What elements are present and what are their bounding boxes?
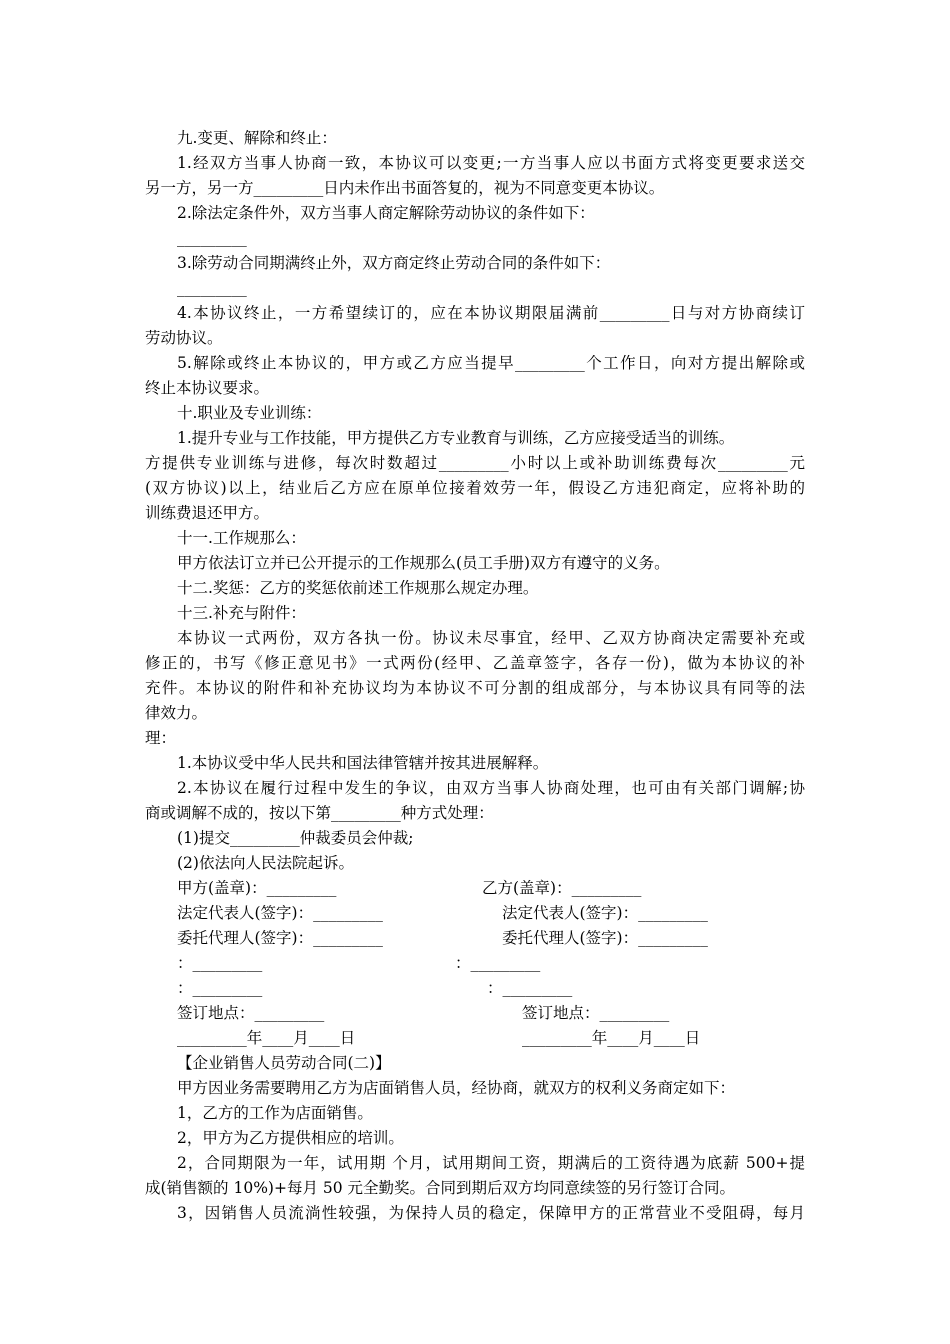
paragraph-line: 1.提升专业与工作技能，甲方提供乙方专业教育与训练，乙方应接受适当的训练。: [177, 429, 735, 447]
paragraph-line: 甲方因业务需要聘用乙方为店面销售人员，经协商，就双方的权利义务商定如下：: [177, 1079, 736, 1097]
party-a-date: _________年____月____日: [177, 1029, 356, 1047]
paragraph-line: 商或调解不成的，按以下第_________种方式处理：: [145, 804, 494, 822]
paragraph-line: 4.本协议终止，一方希望续订的，应在本协议期限届满前_________日与对方协商续订: [177, 304, 805, 322]
party-a-seal: 甲方(盖章)：_________: [177, 879, 337, 897]
paragraph-line: 2，合同期限为一年，试用期 个月，试用期间工资，期满后的工资待遇为底薪 500+提: [177, 1154, 805, 1172]
party-b-date: _________年____月____日: [522, 1029, 701, 1047]
contract-two-title: 【企业销售人员劳动合同(二)】: [177, 1054, 391, 1072]
party-b-representative: 法定代表人(签字)：_________: [502, 904, 708, 922]
paragraph-line: 终止本协议要求。: [145, 379, 270, 397]
paragraph-line: 充件。本协议的附件和补充协议均为本协议不可分割的组成部分，与本协议具有同等的法: [145, 679, 805, 697]
paragraph-line: (2)依法向人民法院起诉。: [177, 854, 354, 872]
paragraph-line: 另一方，另一方_________日内未作出书面答复的，视为不同意变更本协议。: [145, 179, 665, 197]
party-b-blank: ：_________: [487, 979, 573, 997]
paragraph-line: 方提供专业训练与进修，每次时数超过_________小时以上或补助训练费每次_________元: [145, 454, 805, 472]
section-heading-12: 十二.奖惩：乙方的奖惩依前述工作规那么规定办理。: [177, 579, 539, 597]
section-heading-11: 十一.工作规那么：: [177, 529, 306, 547]
party-a-signing-place: 签订地点：_________: [177, 1004, 325, 1022]
paragraph-line: 3，因销售人员流淌性较强，为保持人员的稳定，保障甲方的正常营业不受阻碍，每月: [177, 1204, 805, 1222]
paragraph-line: 3.除劳动合同期满终止外，双方商定终止劳动合同的条件如下：: [177, 254, 611, 272]
party-b-seal: 乙方(盖章)：_________: [482, 879, 642, 897]
paragraph-line: 2.除法定条件外，双方当事人商定解除劳动协议的条件如下：: [177, 204, 595, 222]
paragraph-line: 训练费退还甲方。: [145, 504, 270, 522]
section-heading-dispute: 理：: [145, 729, 177, 747]
party-b-signing-place: 签订地点：_________: [522, 1004, 670, 1022]
paragraph-line: 5.解除或终止本协议的，甲方或乙方应当提早_________个工作日，向对方提出解除或: [177, 354, 805, 372]
party-a-blank: ：_________: [177, 954, 263, 972]
paragraph-line: 甲方依法订立并已公开提示的工作规那么(员工手册)双方有遵守的义务。: [177, 554, 670, 572]
party-b-blank: ：_________: [455, 954, 541, 972]
party-a-blank: ：_________: [177, 979, 263, 997]
paragraph-line: (1)提交_________仲裁委员会仲裁;: [177, 829, 414, 847]
fill-blank: _________: [177, 229, 247, 247]
paragraph-line: 本协议一式两份，双方各执一份。协议未尽事宜，经甲、乙双方协商决定需要补充或: [177, 629, 805, 647]
party-b-agent: 委托代理人(签字)：_________: [502, 929, 708, 947]
paragraph-line: 1，乙方的工作为店面销售。: [177, 1104, 373, 1122]
paragraph-line: (双方协议)以上，结业后乙方应在原单位接着效劳一年，假设乙方违犯商定，应将补助的: [145, 479, 805, 497]
paragraph-line: 1.本协议受中华人民共和国法律管辖并按其进展解释。: [177, 754, 549, 772]
paragraph-line: 劳动协议。: [145, 329, 223, 347]
paragraph-line: 成(销售额的 10%)+每月 50 元全勤奖。合同到期后双方均同意续签的另行签订合同。: [145, 1179, 736, 1197]
section-heading-13: 十三.补充与附件：: [177, 604, 306, 622]
paragraph-line: 律效力。: [145, 704, 208, 722]
paragraph-line: 1.经双方当事人协商一致，本协议可以变更;一方当事人应以书面方式将变更要求送交: [177, 154, 805, 172]
section-heading-9: 九.变更、解除和终止：: [177, 129, 337, 147]
party-a-representative: 法定代表人(签字)：_________: [177, 904, 383, 922]
paragraph-line: 2.本协议在履行过程中发生的争议，由双方当事人协商处理，也可由有关部门调解;协: [177, 779, 805, 797]
paragraph-line: 修正的，书写《修正意见书》一式两份(经甲、乙盖章签字，各存一份)，做为本协议的补: [145, 654, 805, 672]
section-heading-10: 十.职业及专业训练：: [177, 404, 322, 422]
paragraph-line: 2，甲方为乙方提供相应的培训。: [177, 1129, 404, 1147]
party-a-agent: 委托代理人(签字)：_________: [177, 929, 383, 947]
fill-blank: _________: [177, 279, 247, 297]
